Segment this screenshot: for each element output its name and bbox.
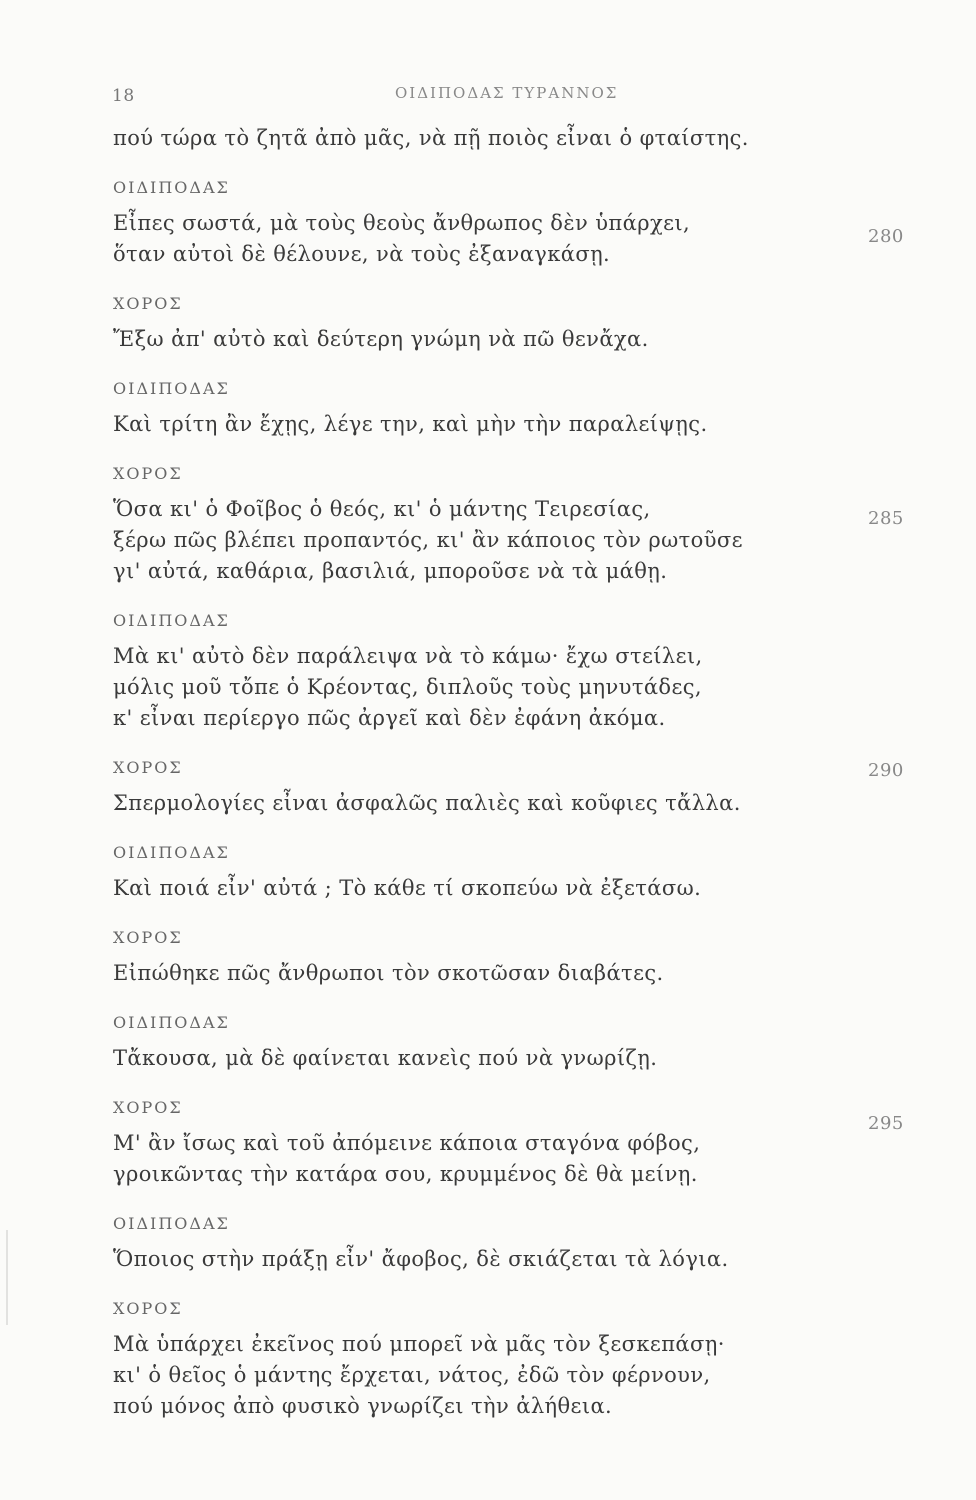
verse-line: Καὶ ποιά εἶν' αὐτά ; Τὸ κάθε τί σκοπεύω νὰ ἐξετάσω. <box>113 876 702 900</box>
speaker-name: ΧΟΡΟΣ <box>113 758 183 777</box>
speaker-name: ΧΟΡΟΣ <box>113 294 183 313</box>
verse-line: κ' εἶναι περίεργο πῶς ἀργεῖ καὶ δὲν ἐφάνη ἀκόμα. <box>113 706 666 730</box>
speaker-name: ΧΟΡΟΣ <box>113 928 183 947</box>
verse-line: κι' ὁ θεῖος ὁ μάντης ἔρχεται, νάτος, ἐδῶ τὸν φέρνουν, <box>113 1363 711 1387</box>
verse-line: πού τώρα τὸ ζητᾶ ἀπὸ μᾶς, νὰ πῇ ποιὸς εἶναι ὁ φταίστης. <box>113 126 749 150</box>
verse-line: γι' αὐτά, καθάρια, βασιλιά, μποροῦσε νὰ τὰ μάθῃ. <box>113 559 668 583</box>
speaker-name: ΟΙΔΙΠΟΔΑΣ <box>113 843 230 862</box>
verse-line: ξέρω πῶς βλέπει προπαντός, κι' ἂν κάποιος τὸν ρωτοῦσε <box>113 528 743 552</box>
speaker-name: ΧΟΡΟΣ <box>113 1299 183 1318</box>
line-number: 280 <box>868 226 904 247</box>
verse-line: Τἄκουσα, μὰ δὲ φαίνεται κανεὶς πού νὰ γνωρίζῃ. <box>113 1046 658 1070</box>
verse-line: Μὰ ὑπάρχει ἐκεῖνος πού μπορεῖ νὰ μᾶς τὸν ξεσκεπάσῃ· <box>113 1332 725 1356</box>
verse-line: Ἔξω ἀπ' αὐτὸ καὶ δεύτερη γνώμη νὰ πῶ θενἄχα. <box>113 327 649 351</box>
speaker-name: ΟΙΔΙΠΟΔΑΣ <box>113 178 230 197</box>
verse-line: Εἶπες σωστά, μὰ τοὺς θεοὺς ἄνθρωπος δὲν ὑπάρχει, <box>113 211 691 235</box>
speaker-name: ΧΟΡΟΣ <box>113 464 183 483</box>
line-number: 285 <box>868 508 904 529</box>
scan-edge-mark <box>6 1230 8 1325</box>
dialogue-text <box>113 123 833 1422</box>
verse-line: Ὅσα κι' ὁ Φοῖβος ὁ θεός, κι' ὁ μάντης Τειρεσίας, <box>113 497 651 521</box>
verse-line: Μὰ κι' αὐτὸ δὲν παράλειψα νὰ τὸ κάμω· ἔχω στείλει, <box>113 644 703 668</box>
running-head: ΟΙΔΙΠΟΔΑΣ ΤΥΡΑΝΝΟΣ <box>395 84 619 102</box>
verse-line: μόλις μοῦ τὄπε ὁ Κρέοντας, διπλοῦς τοὺς μηνυτάδες, <box>113 675 702 699</box>
line-number: 290 <box>868 760 904 781</box>
verse-line: γροικῶντας τὴν κατάρα σου, κρυμμένος δὲ θὰ μείνῃ. <box>113 1162 698 1186</box>
verse-line: Μ' ἂν ἴσως καὶ τοῦ ἀπόμεινε κάποια σταγόνα φόβος, <box>113 1131 701 1155</box>
speaker-name: ΟΙΔΙΠΟΔΑΣ <box>113 1013 230 1032</box>
verse-line: Σπερμολογίες εἶναι ἀσφαλῶς παλιὲς καὶ κοῦφιες τἄλλα. <box>113 791 741 815</box>
speaker-name: ΟΙΔΙΠΟΔΑΣ <box>113 379 230 398</box>
verse-line: πού μόνος ἀπὸ φυσικὸ γνωρίζει τὴν ἀλήθεια. <box>113 1394 613 1418</box>
page-number: 18 <box>112 86 135 106</box>
speaker-name: ΧΟΡΟΣ <box>113 1098 183 1117</box>
verse-line: ὅταν αὐτοὶ δὲ θέλουνε, νὰ τοὺς ἐξαναγκάσῃ. <box>113 242 611 266</box>
speaker-name: ΟΙΔΙΠΟΔΑΣ <box>113 611 230 630</box>
speaker-name: ΟΙΔΙΠΟΔΑΣ <box>113 1214 230 1233</box>
verse-line: Εἰπώθηκε πῶς ἄνθρωποι τὸν σκοτῶσαν διαβάτες. <box>113 961 664 985</box>
verse-line: Ὅποιος στὴν πράξῃ εἶν' ἄφοβος, δὲ σκιάζεται τὰ λόγια. <box>113 1247 729 1271</box>
verse-line: Καὶ τρίτη ἂν ἔχῃς, λέγε την, καὶ μὴν τὴν παραλείψῃς. <box>113 412 708 436</box>
line-number: 295 <box>868 1113 904 1134</box>
